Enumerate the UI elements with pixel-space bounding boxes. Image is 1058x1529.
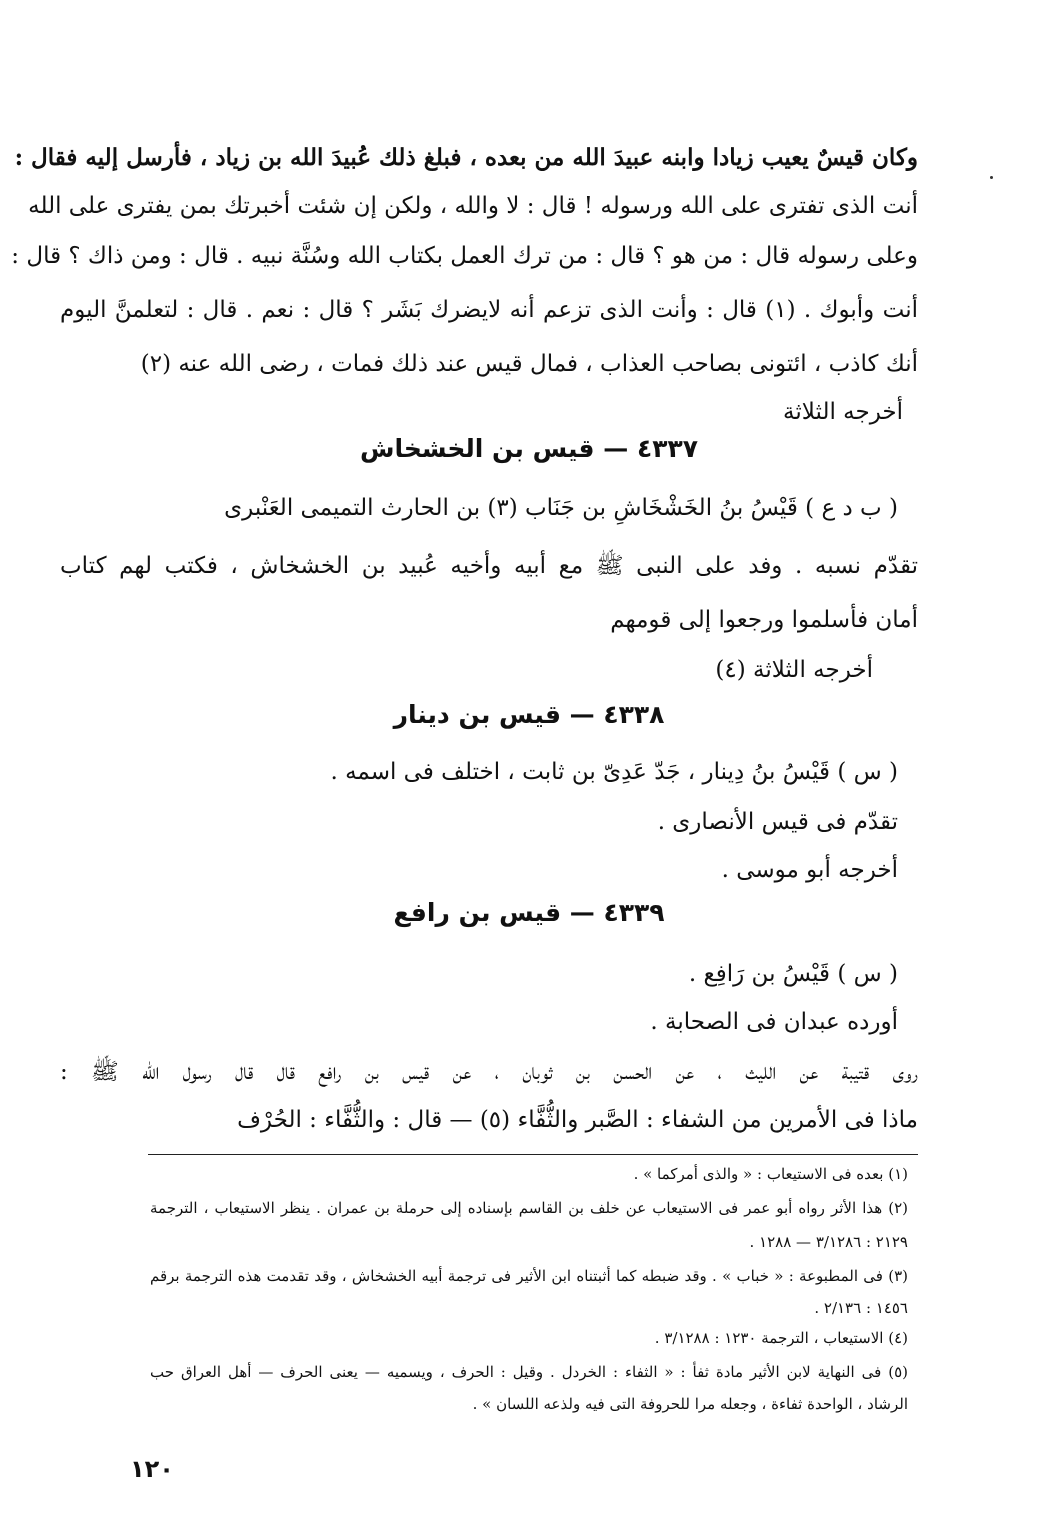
footnote-3-cont: ١٤٥٦ : ٢/١٣٦ . — [814, 1299, 908, 1317]
intro-line-2: أنت الذى تفترى على الله ورسوله ! قال : لا والله ، ولكن إن شئت أخبرتك بمن يفترى على الله — [28, 193, 918, 219]
intro-line-5: أنك كاذب ، ائتونى بصاحب العذاب ، فمال قيس عند ذلك فمات ، رضى الله عنه (٢) — [140, 351, 918, 377]
entry-4337-line-3: أمان فأسلموا ورجعوا إلى قومهم — [610, 607, 918, 633]
intro-source: أخرجه الثلاثة — [783, 399, 903, 425]
intro-line-4: أنت وأبوك . (١) قال : وأنت الذى تزعم أنه لايضرك بَشَر ؟ قال : نعم . قال : لتعلمنَّ اليوم — [60, 297, 918, 323]
entry-4339-line-1: ( س ) قَيْسُ بن رَافِع . — [688, 961, 898, 987]
entry-4338-line-1: ( س ) قَيْسُ بنُ دِينار ، جَدّ عَدِىّ بن ثابت ، اختلف فى اسمه . — [330, 759, 898, 785]
footnote-5-cont: الرشاد ، الواحدة ثفاءة ، وجعله مرا للحروفة التى فيه ولذعه اللسان » . — [472, 1395, 908, 1413]
entry-heading-4337: ٤٣٣٧ — قيس بن الخشخاش — [360, 434, 698, 463]
scan-mark — [990, 176, 993, 179]
page-number: ١٢٠ — [130, 1455, 174, 1483]
entry-4337-line-2: تقدّم نسبه . وفد على النبى ﷺ مع أبيه وأخيه عُبيد بن الخشخاش ، فكتب لهم كتاب — [60, 553, 918, 579]
footnote-5: (٥) فى النهاية لابن الأثير مادة ثفأ : « الثفاء : الخردل . وقيل : الحرف ، ويسميه — يعنى الحرف — أهل العراق حب — [150, 1363, 908, 1381]
entry-4339-line-4: ماذا فى الأمرين من الشفاء : الصَّبر والثُّفَّاء (٥) — قال : والثُّفَّاء : الحُرْف — [237, 1107, 918, 1133]
footnote-1: (١) بعده فى الاستيعاب : « والذى أمركما » . — [633, 1165, 908, 1183]
entry-heading-4338: ٤٣٣٨ — قيس بن دينار — [393, 700, 665, 729]
entry-4339-line-3: روى قتيبة عن الليث ، عن الحسن بن ثوبان ، عن قيس بن رافع قال قال رسول الله ﷺ : — [60, 1059, 918, 1085]
entry-4337-line-1: ( ب د ع ) قَيْسُ بنُ الخَشْخَاشِ بن جَنَاب (٣) بن الحارث التميمى العَنْبرى — [224, 495, 898, 521]
footnote-3: (٣) فى المطبوعة : « خباب » . وقد ضبطه كما أثبتناه ابن الأثير فى ترجمة أبيه الخشخاش ، وقد تقدمت هذه الترجمة برقم — [150, 1267, 908, 1285]
footnote-4: (٤) الاستيعاب ، الترجمة ١٢٣٠ : ٣/١٢٨٨ . — [654, 1329, 908, 1347]
footnote-divider — [148, 1154, 918, 1155]
intro-line-3: وعلى رسوله قال : من هو ؟ قال : من ترك العمل بكتاب الله وسُنَّة نبيه . قال : ومن ذاك ؟ قال : — [11, 243, 918, 269]
intro-line-1: وكان قيسٌ يعيب زيادا وابنه عبيدَ الله من بعده ، فبلغ ذلك عُبيدَ الله بن زياد ، فأرسل إليه فقال : — [14, 144, 918, 171]
entry-4337-source: أخرجه الثلاثة (٤) — [715, 657, 873, 683]
footnote-2-cont: ٢١٢٩ : ٣/١٢٨٦ — ١٢٨٨ . — [749, 1233, 908, 1251]
entry-4339-line-2: أورده عبدان فى الصحابة . — [650, 1009, 898, 1035]
entry-4338-line-3: أخرجه أبو موسى . — [721, 857, 898, 883]
footnote-2: (٢) هذا الأثر رواه أبو عمر فى الاستيعاب عن خلف بن القاسم بإسناده إلى حرملة بن عمران . ينظر الاستيعاب ، الترجمة — [150, 1199, 908, 1217]
entry-heading-4339: ٤٣٣٩ — قيس بن رافع — [393, 898, 665, 927]
entry-4338-line-2: تقدّم فى قيس الأنصارى . — [657, 809, 898, 835]
